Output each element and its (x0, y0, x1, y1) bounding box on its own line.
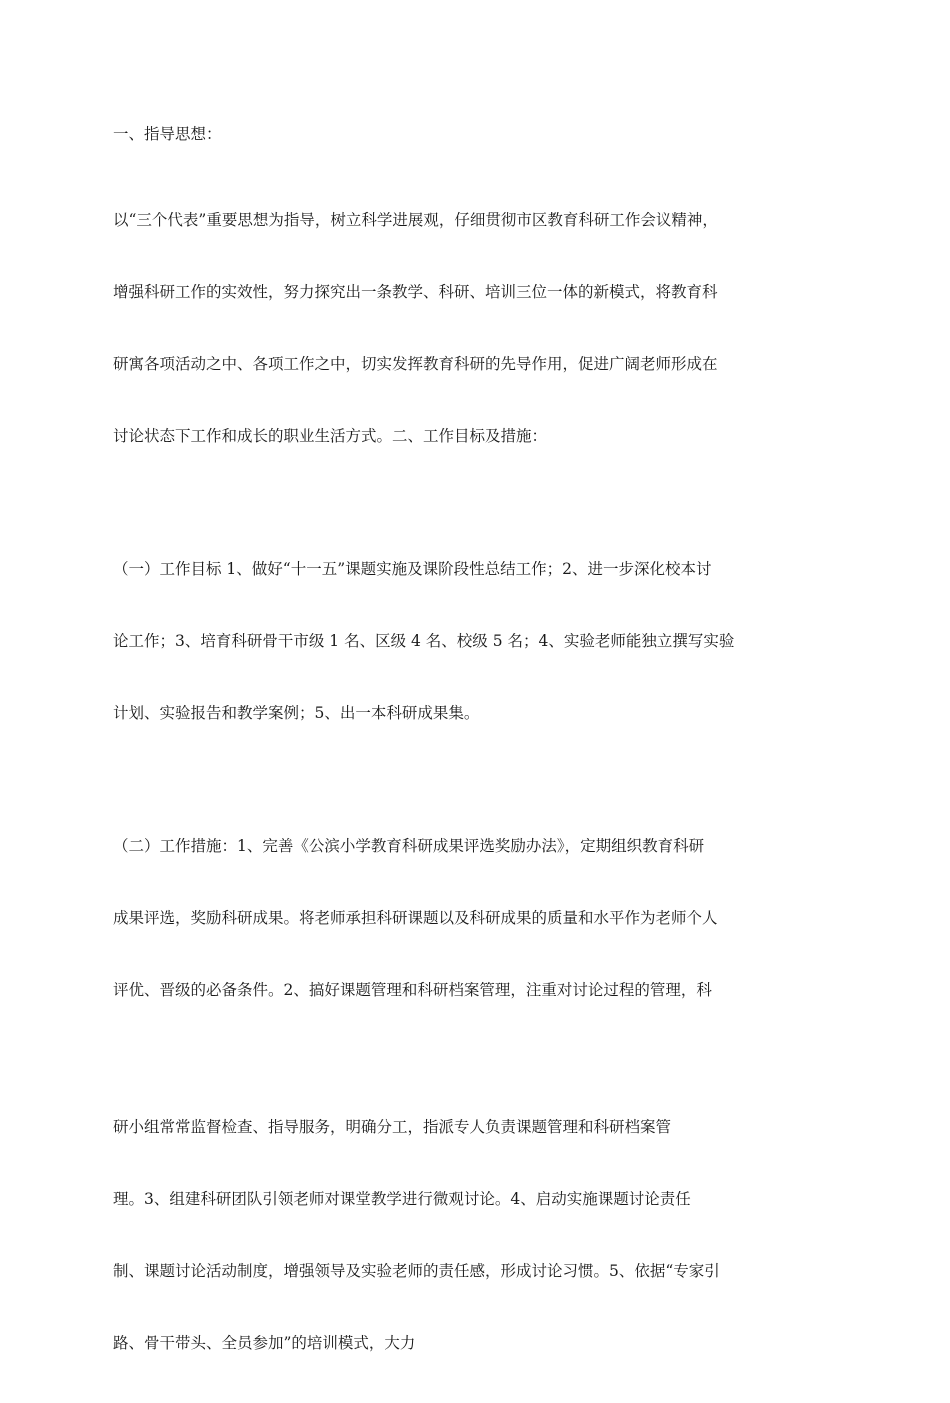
text-line: 制、课题讨论活动制度，增强领导及实验老师的责任感，形成讨论习惯。5、依据“专家引 (113, 1262, 720, 1280)
paragraph-work-measures-continued (113, 1067, 843, 1403)
text-line: 以“三个代表”重要思想为指导，树立科学进展观，仔细贯彻市区教育科研工作会议精神， (113, 211, 718, 229)
text-line: （二）工作措施：1、完善《公滨小学教育科研成果评选奖励办法》，定期组织教育科研 (113, 837, 705, 855)
text-line: 评优、晋级的必备条件。2、搞好课题管理和科研档案管理，注重对讨论过程的管理，科 (113, 981, 712, 999)
paragraph-guiding-ideology (113, 160, 843, 496)
text-line: 理。3、组建科研团队引领老师对课堂教学进行微观讨论。4、启动实施课题讨论责任 (113, 1190, 691, 1208)
paragraph-work-goals (113, 509, 843, 773)
document-body (113, 122, 843, 1403)
paragraph-work-measures (113, 786, 843, 1050)
text-line: （一）工作目标 1、做好“十一五”课题实施及课阶段性总结工作；2、进一步深化校本讨 (113, 560, 712, 578)
text-line: 研小组常常监督检查、指导服务，明确分工，指派专人负责课题管理和科研档案管 (113, 1118, 672, 1136)
text-line: 路、骨干带头、全员参加”的培训模式，大力 (113, 1334, 416, 1352)
text-line: 论工作；3、培育科研骨干市级 1 名、区级 4 名、校级 5 名；4、实验老师能独立撰写实验 (113, 632, 735, 650)
section-heading: 一、指导思想： (113, 125, 222, 143)
text-line: 成果评选，奖励科研成果。将老师承担科研课题以及科研成果的质量和水平作为老师个人 (113, 909, 718, 927)
text-line: 研寓各项活动之中、各项工作之中，切实发挥教育科研的先导作用，促进广阔老师形成在 (113, 355, 718, 373)
text-line: 计划、实验报告和教学案例；5、出一本科研成果集。 (113, 704, 480, 722)
text-line: 增强科研工作的实效性，努力探究出一条教学、科研、培训三位一体的新模式，将教育科 (113, 283, 718, 301)
text-line: 讨论状态下工作和成长的职业生活方式。二、工作目标及措施： (113, 427, 548, 445)
